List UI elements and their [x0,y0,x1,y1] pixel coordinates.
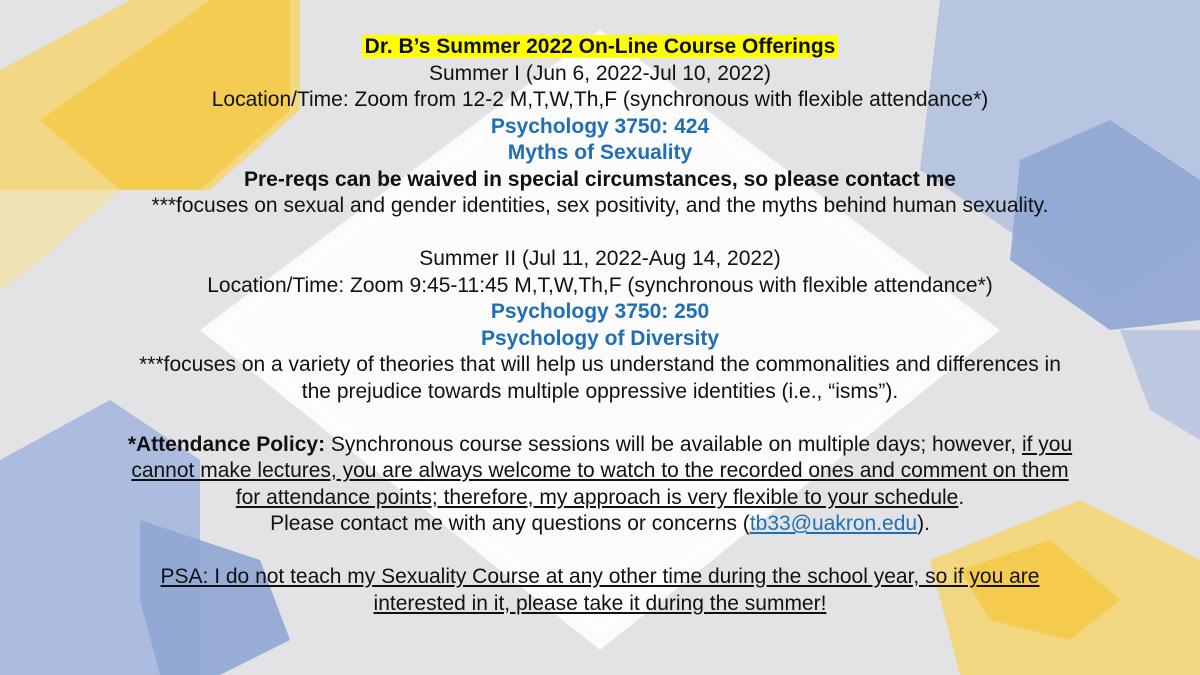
summer2-focus-line1: ***focuses on a variety of theories that will help us understand the commonalities and differences in [139,353,1061,376]
page-title: Dr. B’s Summer 2022 On-Line Course Offerings [362,35,839,58]
summer1-prereq-note: Pre-reqs can be waived in special circumstances, so please contact me [244,167,956,191]
summer2-dates: Summer II (Jul 11, 2022-Aug 14, 2022) [419,247,781,270]
psa-line2: interested in it, please take it during the summer! [373,591,827,615]
summer1-location: Location/Time: Zoom from 12-2 M,T,W,Th,F (synchronous with flexible attendance*) [211,88,989,111]
course-offerings-text [0,34,1200,617]
contact-line [0,511,1200,538]
summer1-focus: ***focuses on sexual and gender identities, sex positivity, and the myths behind human sexuality. [151,194,1049,217]
attendance-underlined-3: for attendance points; therefore, my approach is very flexible to your schedule [235,485,959,509]
summer2-focus-line2: the prejudice towards multiple oppressive identities (i.e., “isms”). [301,379,899,403]
attendance-underlined-2: cannot make lectures, you are always welcome to watch to the recorded ones and comment on them [131,459,1069,482]
contact-suffix: ). [917,512,930,535]
summer1-course-number: Psychology 3750: 424 [490,114,710,138]
title-line [0,34,1200,61]
psa-line1: PSA: I do not teach my Sexuality Course at any other time during the school year, so if you are [160,565,1040,588]
summer1-course-name: Myths of Sexuality [507,141,693,164]
attendance-policy-text: Synchronous course sessions will be available on multiple days; however, [325,432,1022,456]
attendance-policy-label: *Attendance Policy: [127,432,326,456]
summer2-course-name: Psychology of Diversity [480,326,720,350]
summer2-location: Location/Time: Zoom 9:45-11:45 M,T,W,Th,F (synchronous with flexible attendance*) [207,273,993,297]
summer1-dates: Summer I (Jun 6, 2022-Jul 10, 2022) [428,61,771,85]
attendance-end: . [958,485,965,509]
attendance-underlined-1: if you [1021,432,1073,456]
attendance-policy-line3 [0,485,1200,512]
contact-prefix: Please contact me with any questions or concerns ( [270,512,750,535]
attendance-policy-line1 [0,432,1200,459]
email-link[interactable]: tb33@uakron.edu [749,512,918,535]
summer2-course-number: Psychology 3750: 250 [490,300,710,323]
